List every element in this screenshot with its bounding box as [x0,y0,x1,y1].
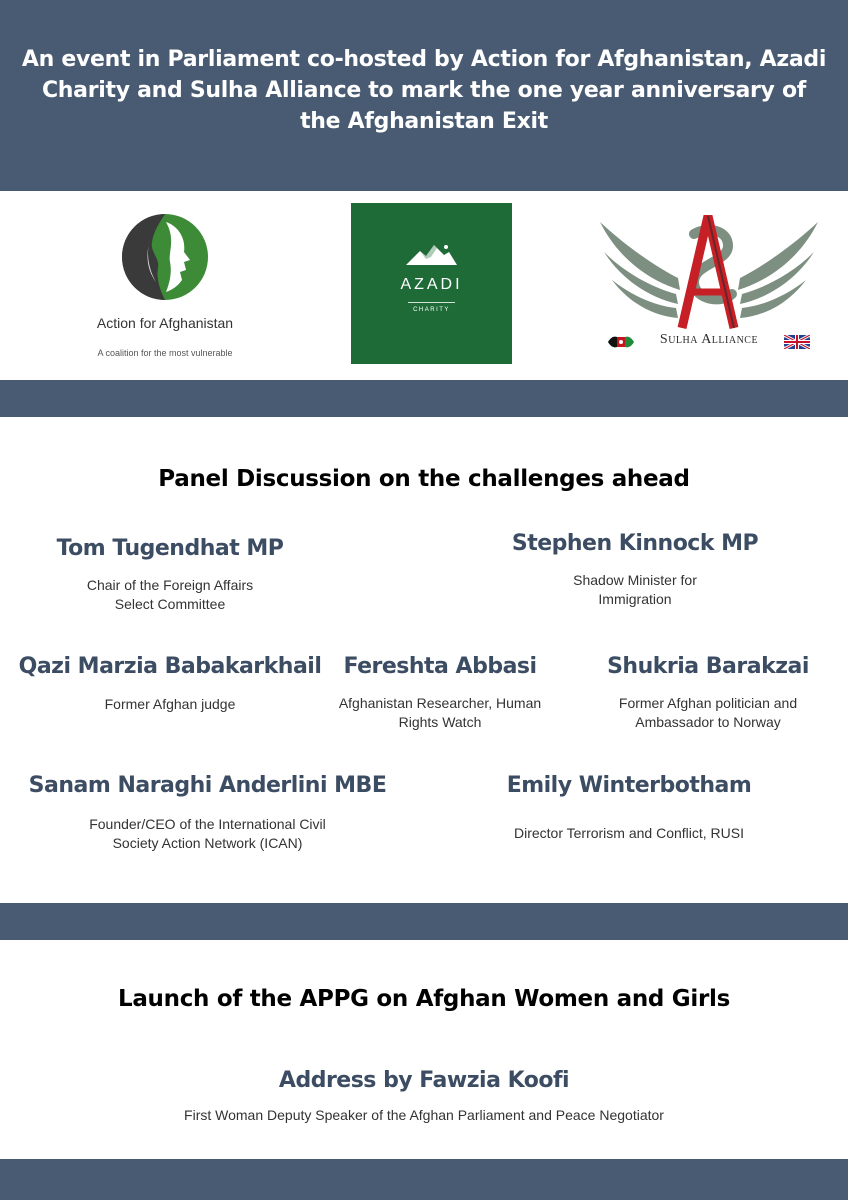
footer-band [0,1159,848,1200]
afa-tagline: A coalition for the most vulnerable [97,348,233,358]
sulha-name: Sulha Alliance [659,332,759,347]
address-name: Address by Fawzia Koofi [278,1068,570,1093]
divider-band [0,380,848,417]
speaker-card [480,531,790,609]
speaker-card [20,536,320,614]
winged-letter-icon [598,208,820,330]
azadi-subtitle: CHARITY [413,307,450,313]
speaker-card [15,773,400,853]
speaker-card [470,773,788,843]
speaker-role: Former Afghan politician and Ambassador to Norway [618,695,798,730]
afa-name: Action for Afghanistan [96,315,234,331]
uk-flag-icon [784,335,810,349]
sulha-alliance-logo [598,208,820,358]
speaker-card [5,654,335,714]
speaker-role: Chair of the Foreign Affairs Select Committee [86,577,254,612]
header-band [0,0,848,191]
speaker-name: Tom Tugendhat MP [56,536,284,561]
address-block [0,1068,848,1123]
speaker-card [585,654,831,732]
speaker-role: Director Terrorism and Conflict, RUSI [513,825,745,841]
launch-title: Launch of the APPG on Afghan Women and Girls [117,986,730,1012]
speaker-name: Sanam Naraghi Anderlini MBE [28,773,387,798]
speaker-name: Shukria Barakzai [607,654,809,679]
panel-title: Panel Discussion on the challenges ahead [158,466,690,492]
mountain-icon [406,243,457,265]
speaker-card [320,654,560,732]
action-for-afghanistan-logo [80,205,250,365]
divider-band [0,903,848,940]
speaker-name: Qazi Marzia Babakarkhail [18,654,322,679]
azadi-name: AZADI [400,276,463,293]
speaker-name: Emily Winterbotham [506,773,752,798]
azadi-divider [408,302,455,303]
event-headline: An event in Parliament co-hosted by Action for Afghanistan, Azadi Charity and Sulha Alliance to mark the one year anniversary of the Afghanistan Exit [21,47,827,134]
speaker-name: Fereshta Abbasi [343,654,537,679]
speaker-role: Afghanistan Researcher, Human Rights Watch [338,695,542,730]
speaker-role: Former Afghan judge [104,696,236,712]
speaker-name: Stephen Kinnock MP [511,531,759,556]
face-profile-icon [120,212,210,302]
speaker-role: Founder/CEO of the International Civil Society Action Network (ICAN) [89,816,326,851]
azadi-charity-logo [351,203,512,364]
speaker-role: Shadow Minister for Immigration [573,572,697,607]
address-role: First Woman Deputy Speaker of the Afghan Parliament and Peace Negotiator [184,1107,664,1123]
